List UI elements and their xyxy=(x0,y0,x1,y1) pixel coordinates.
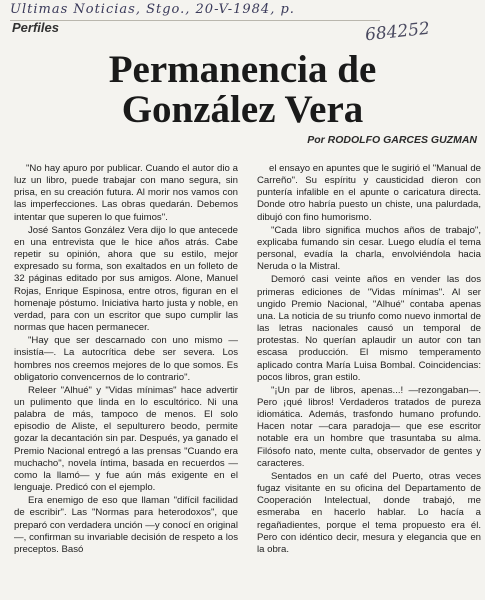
byline xyxy=(307,134,477,146)
paragraph: José Santos González Vera dijo lo que antecede en una entrevista que le hice años atrás. Cabe repetir su opinión, ahora que su estilo, mejor expresado su forma, son exaltados en un folleto de 32 páginas editado por sus amigos. Alone, Manuel Rojas, Enrique Espinosa, entre otros, figuran en el homenaje póstumo. Iniciativa harto justa y noble, en verdad, para con un escritor que supo cumplir las normas que hacen permanecer. xyxy=(14,224,238,334)
byline-prefix: Por xyxy=(307,134,325,146)
article-column-left xyxy=(14,163,238,599)
section-label: Perfiles xyxy=(12,20,59,35)
paragraph: Releer "Alhué" y "Vidas mínimas" hace advertir un pulimento que linda en lo escultórico. Ni una palabra de más, tampoco de menos. El solo episodio de Aliste, el sepulturero beodo, permite gozar la decantación sin par. Después, ya ganado el Premio Nacional entregó a las prensas "Cuando era muchacho", novela íntima, basada en recuerdos —como la llamó— y fue aún más exigente en el lenguaje. Predicó con el ejemplo. xyxy=(14,384,238,494)
byline-author: RODOLFO GARCES GUZMAN xyxy=(327,134,477,146)
article-title xyxy=(0,50,485,130)
title-line-2: González Vera xyxy=(121,88,364,131)
paragraph: Demoró casi veinte años en vender las dos primeras ediciones de "Vidas mínimas". Al ser ungido Premio Nacional, "Alhué" contaba apenas una. La noticia de su triunfo como nuevo inmortal de las letras nacionales causó un temporal de protestas. No querían aplaudir un autor con tan escasa producción. El mismo temperamento aplicado contra María Luisa Bombal. Coincidencias: pocos libros, gran estilo. xyxy=(257,274,481,383)
handwritten-source-note: Ultimas Noticias, Stgo., 20-V-1984, p. xyxy=(10,2,380,21)
paragraph: el ensayo en apuntes que le sugirió el "Manual de Carreño". Su espíritu y causticidad dieron con puntería infalible en el apunte o caricatura directa. Donde otro habría puesto un chiste, una palurdada, dibujó con fino humorismo. xyxy=(257,163,481,223)
paragraph: "¡Un par de libros, apenas...! —rezongaban—. Pero ¡qué libros! Verdaderos tratados de pureza idiomática. Además, trasfondo humano profundo. Hacen notar —cara paradoja— que ese escritor notable era un hombre que trasuntaba su alma. Filósofo nato, mente culta, observador de gentes y caracteres. xyxy=(257,384,481,469)
paragraph: "Cada libro significa muchos años de trabajo", explicaba fumando sin cesar. Luego eludía el tema personal, evadía la charla, envolviéndola hacia Neruda o la Mistral. xyxy=(257,224,481,273)
handwritten-catalog-number: 684252 xyxy=(364,18,431,46)
title-line-1: Permanencia de xyxy=(108,48,377,91)
paragraph: Sentados en un café del Puerto, otras veces fugaz visitante en su oficina del Departamento de Cooperación Intelectual, donde trabajó, me esmeraba en hacerlo hablar. Lo hacía a regañadientes, porque el tema propuesto era él. Pero con idéntico decir, mesura y elegancia que en la obra. xyxy=(257,470,481,555)
paragraph: "No hay apuro por publicar. Cuando el autor dio a luz un libro, puede trabajar con mano segura, sin prisa, en su creación futura. Al morir nos vamos con las imperfecciones. Las obras quedarán. Debemos intentar que superen lo que fuimos". xyxy=(14,163,238,223)
paragraph: Era enemigo de eso que llaman "difícil facilidad de escribir". Las "Normas para heterodoxos", que preparó con verdadera unción —y conocí en original—, confirman su invariable decisión de respeto a los preceptos. Basó xyxy=(14,495,238,555)
article-column-right xyxy=(257,163,481,599)
paragraph: "Hay que ser descarnado con uno mismo —insistía—. La autocrítica debe ser severa. Los hombres nos creemos mejores de lo que somos. Es obligatorio convencernos de lo contrario". xyxy=(14,335,238,383)
